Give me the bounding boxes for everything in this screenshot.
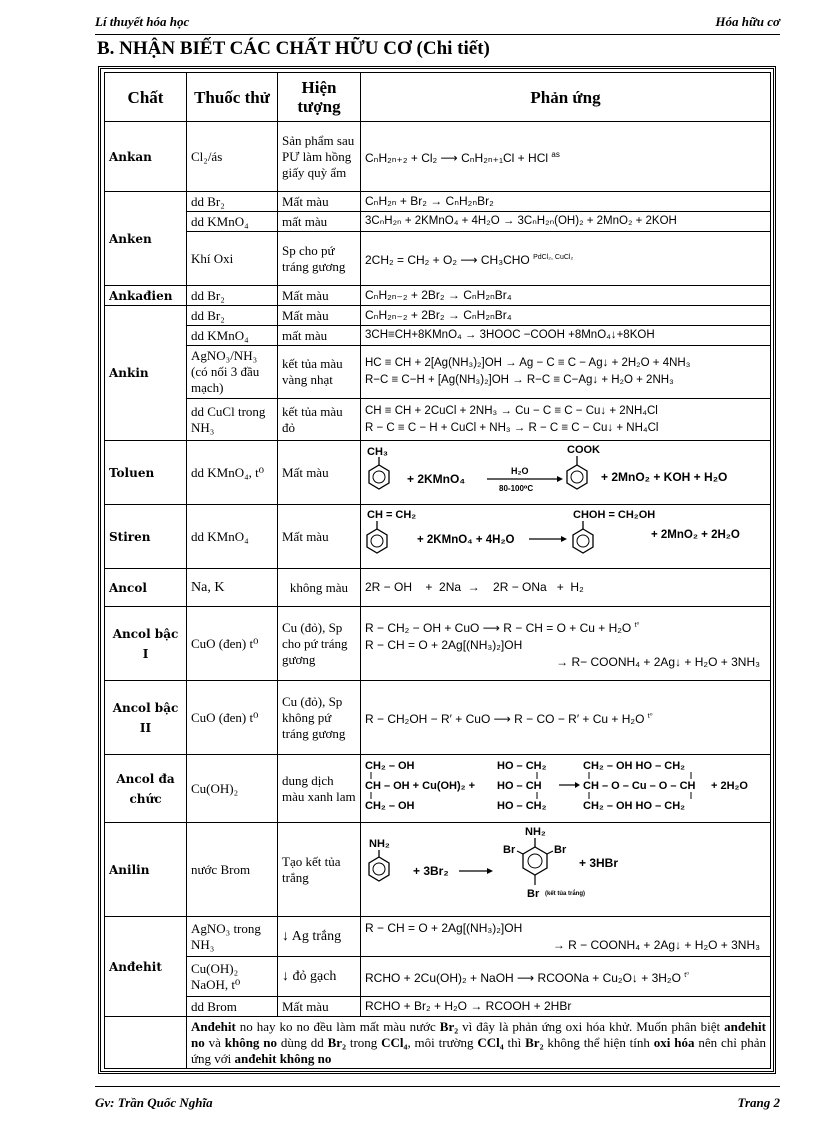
reaction-condition: as: [551, 150, 560, 159]
phenomenon: Mất màu: [278, 505, 361, 569]
benzene-ring-icon: [573, 529, 593, 553]
substituent-label: NH₂: [369, 838, 390, 850]
reagent: dd Brom: [187, 997, 278, 1017]
substance-name: Stiren: [105, 505, 187, 569]
reaction-equation: 2CH₂ = CH₂ + O₂ ⟶ CH₃CHO: [365, 252, 530, 267]
reagent: Cu(OH)₂: [187, 755, 278, 823]
toluene-oxidation-diagram: [361, 441, 761, 499]
reagent: dd KMnO₄: [187, 505, 278, 569]
formula-line: HO – CH₂: [497, 800, 547, 812]
empty-cell: [105, 1017, 187, 1069]
reagent: Cu(OH)₂ NaOH, t⁰: [187, 957, 278, 997]
substance-name: Ancol bậc I: [105, 607, 187, 681]
benzene-ring-icon: [567, 465, 587, 489]
reaction-condition: t⁰: [647, 712, 653, 720]
benzene-ring-icon: [369, 857, 389, 881]
table-header-row: [105, 73, 771, 122]
substituent-label: COOK: [567, 444, 600, 456]
table-row: [105, 212, 771, 232]
header-subject: Lí thuyết hóa học: [95, 14, 190, 29]
phenomenon: dung dịch màu xanh lam: [278, 755, 361, 823]
glycerol-complex-diagram: [361, 755, 761, 817]
note-text: no hay ko no đều làm mất màu nước: [235, 1018, 440, 1034]
reaction-line: R − C ≡ C − H + CuCl + NH₃ → R − C ≡ C − Cu↓ + NH₄Cl: [365, 421, 659, 434]
formula-line: CH₂ – OH HO – CH₂: [583, 760, 686, 772]
phenomenon: Mất màu: [278, 997, 361, 1017]
reagent-term: + 3Br₂: [413, 864, 449, 878]
note-term: Br₂: [327, 1034, 346, 1050]
table-row: [105, 326, 771, 346]
reaction-line: CH ≡ CH + 2CuCl + 2NH₃ → Cu − C ≡ C − Cu↓ + 2NH₄Cl: [365, 404, 658, 417]
benzene-ring-icon: [523, 847, 547, 875]
reaction-line: R−C ≡ C−H + [Ag(NH₃)₂]OH → R−C ≡ C−Ag↓ + H₂O + 2NH₃: [365, 374, 674, 386]
product-terms: + 2MnO₂ + KOH + H₂O: [601, 470, 728, 484]
reagent-term: + 2KMnO₄ + 4H₂O: [417, 534, 515, 546]
phenomenon: ↓ đỏ gạch: [278, 957, 361, 997]
phenomenon: kết tủa màu vàng nhạt: [278, 346, 361, 399]
substituent-label: CH = CH₂: [367, 509, 417, 521]
phenomenon: mất màu: [278, 326, 361, 346]
benzene-ring-icon: [367, 529, 387, 553]
phenomenon: Tạo kết tủa trắng: [278, 823, 361, 917]
substituent-label: Br: [503, 844, 516, 856]
table-row: [105, 232, 771, 286]
styrene-oxidation-diagram: [361, 505, 761, 563]
note-term: Br₂: [525, 1034, 544, 1050]
substituent-label: Br: [554, 844, 567, 856]
reagent: dd KMnO₄: [187, 326, 278, 346]
table-row: [105, 681, 771, 755]
note-term: không no: [224, 1034, 278, 1050]
note-text: trong: [345, 1034, 382, 1050]
benzene-ring-icon: [369, 465, 389, 489]
phenomenon: Sản phẩm sau PƯ làm hồng giấy quỳ ẩm: [278, 122, 361, 192]
substance-name: Ankađien: [105, 286, 187, 306]
phenomenon: Mất màu: [278, 306, 361, 326]
formula-line: CH₂ – OH: [365, 760, 415, 772]
reaction-equation: CₙH₂ₙ₊₂ + Cl₂ ⟶ CₙH₂ₙ₊₁Cl + HCl: [365, 151, 549, 165]
col-header-phenomenon: Hiện tượng: [278, 73, 361, 122]
reaction: [361, 681, 771, 755]
reaction: [361, 346, 771, 399]
note-term: CCl₄: [381, 1034, 408, 1050]
col-header-reagent: Thuốc thử: [187, 73, 278, 122]
reaction-equation: R − CH₂ − OH + CuO ⟶ R − CH = O + Cu + H₂O: [365, 620, 632, 635]
substance-name: Ankan: [105, 122, 187, 192]
reaction: CₙH₂ₙ + Br₂ → CₙH₂ₙBr₂: [361, 192, 771, 212]
table-row: [105, 823, 771, 917]
reaction-condition: t⁰: [634, 621, 640, 629]
substance-name: Ancol bậc II: [105, 681, 187, 755]
reaction-condition: PdCl₂, CuCl₂: [533, 253, 574, 261]
reaction-line: → R − COONH₄ + 2Ag↓ + H₂O + 3NH₃: [552, 937, 760, 952]
note-term: Anđehit: [191, 1018, 236, 1034]
reagent: dd KMnO₄, t⁰: [187, 441, 278, 505]
table-row: [105, 286, 771, 306]
page-header: [95, 12, 780, 35]
header-topic: Hóa hữu cơ: [715, 14, 780, 29]
substituent-label: CHOH = CH₂OH: [573, 509, 656, 521]
note-term: anđehit không no: [234, 1050, 332, 1066]
col-header-reaction: Phản ứng: [361, 73, 771, 122]
reagent: dd Br₂: [187, 306, 278, 326]
phenomenon: Mất màu: [278, 441, 361, 505]
substance-name: Ankin: [105, 306, 187, 441]
substance-name: Ancol đa chức: [105, 755, 187, 823]
note-term: anđehit no: [191, 1018, 766, 1050]
table-row: [105, 441, 771, 505]
table-row: [105, 755, 771, 823]
reagent-table: [104, 72, 771, 1069]
note-text: , môi trường: [407, 1034, 478, 1050]
table-row: [105, 957, 771, 997]
reaction-equation: RCHO + 2Cu(OH)₂ + NaOH ⟶ RCOONa + Cu₂O↓ + 3H₂O: [365, 970, 681, 985]
table-row: [105, 607, 771, 681]
footer-page-number: Trang 2: [737, 1095, 780, 1110]
table-row: [105, 997, 771, 1017]
reagent: CuO (đen) t⁰: [187, 607, 278, 681]
note-term: oxi hóa: [653, 1034, 695, 1050]
table-row: [105, 122, 771, 192]
reaction: 2R − OH + 2Na → 2R − ONa + H₂: [361, 569, 771, 607]
reaction: 3CH≡CH+8KMnO₄ → 3HOOC −COOH +8MnO₄↓+8KOH: [361, 326, 771, 346]
formula-line: HO – CH₂: [497, 760, 547, 772]
substance-name: Toluen: [105, 441, 187, 505]
note-text: thì: [503, 1034, 526, 1050]
product-terms: + 2MnO₂ + 2H₂O: [651, 529, 740, 541]
phenomenon: mất màu: [278, 212, 361, 232]
reaction: 3CₙH₂ₙ + 2KMnO₄ + 4H₂O → 3CₙH₂ₙ(OH)₂ + 2MnO₂ + 2KOH: [361, 212, 771, 232]
phenomenon: kết tủa màu đỏ: [278, 399, 361, 441]
note-text: không thể hiện tính: [543, 1034, 654, 1050]
reagent: dd KMnO₄: [187, 212, 278, 232]
formula-line: CH₂ – OH HO – CH₂: [583, 800, 686, 812]
reaction: [361, 399, 771, 441]
formula-line: CH – OH + Cu(OH)₂ +: [365, 780, 476, 792]
reagent: AgNO₃ trong NH₃: [187, 917, 278, 957]
reagent-term: + 2KMnO₄: [407, 472, 466, 486]
reaction-line: → R− COONH₄ + 2Ag↓ + H₂O + 3NH₃: [556, 654, 760, 669]
phenomenon: ↓ Ag trắng: [278, 917, 361, 957]
phenomenon: Cu (đỏ), Sp không pứ tráng gương: [278, 681, 361, 755]
reagent: dd Br₂: [187, 286, 278, 306]
reaction-line: R − CH = O + 2Ag[(NH₃)₂]OH: [365, 637, 523, 652]
table-row: [105, 306, 771, 326]
formula-line: HO – CH: [497, 780, 542, 792]
phenomenon: Cu (đỏ), Sp cho pứ tráng gương: [278, 607, 361, 681]
reaction: [361, 122, 771, 192]
phenomenon: không màu: [278, 569, 361, 607]
substance-name: Anilin: [105, 823, 187, 917]
note-text: nên chỉ phản ứng với: [191, 1034, 767, 1066]
reagent: AgNO₃/NH₃ (có nối 3 đầu mạch): [187, 346, 278, 399]
table-row: [105, 569, 771, 607]
reaction: [361, 755, 771, 823]
note-term: CCl₄: [477, 1034, 504, 1050]
condition-bottom: 80-100⁰C: [499, 484, 534, 493]
reagent: nước Brom: [187, 823, 278, 917]
reaction-equation: R − CH₂OH − R′ + CuO ⟶ R − CO − R′ + Cu + H₂O: [365, 711, 645, 726]
reaction: [361, 505, 771, 569]
substituent-label: NH₂: [525, 826, 546, 838]
phenomenon: Mất màu: [278, 192, 361, 212]
formula-line: CH₂ – OH: [365, 800, 415, 812]
footer-teacher: Gv: Trần Quốc Nghĩa: [95, 1095, 213, 1110]
substance-name: Ancol: [105, 569, 187, 607]
reaction: [361, 823, 771, 917]
reaction-condition: t⁰: [684, 971, 690, 979]
reagent: Cl₂/ás: [187, 122, 278, 192]
phenomenon: Sp cho pứ tráng gương: [278, 232, 361, 286]
substituent-label: CH₃: [367, 446, 388, 458]
reaction-line: [365, 617, 766, 637]
reaction: [361, 232, 771, 286]
reagent: dd CuCl trong NH₃: [187, 399, 278, 441]
table-row: [105, 917, 771, 957]
phenomenon: Mất màu: [278, 286, 361, 306]
table-row: [105, 505, 771, 569]
product-terms: + 3HBr: [579, 856, 619, 870]
note-text: và: [204, 1034, 225, 1050]
condition-top: H₂O: [511, 466, 529, 476]
reaction: CₙH₂ₙ₋₂ + 2Br₂ → CₙH₂ₙBr₄: [361, 286, 771, 306]
page-footer: [95, 1086, 780, 1113]
page-title: B. NHẬN BIẾT CÁC CHẤT HỮU CƠ (Chi tiết): [97, 38, 490, 59]
product-terms: + 2H₂O: [711, 780, 748, 792]
substituent-label: Br: [527, 888, 540, 900]
note-text: dùng dd: [277, 1034, 328, 1050]
aniline-bromination-diagram: [361, 823, 761, 911]
aldehyde-note: [187, 1017, 771, 1069]
note-text: vì đây là phản ứng oxi hóa khử. Muốn phân biệt: [458, 1018, 725, 1034]
reagent: Khí Oxi: [187, 232, 278, 286]
reaction: [361, 607, 771, 681]
substance-name: Anken: [105, 192, 187, 286]
precipitate-note: (kết tủa trắng): [545, 891, 586, 897]
note-term: Br₂: [439, 1018, 459, 1034]
reaction-line: R − CH = O + 2Ag[(NH₃)₂]OH: [365, 920, 523, 935]
reaction: CₙH₂ₙ₋₂ + 2Br₂ → CₙH₂ₙBr₄: [361, 306, 771, 326]
formula-line: CH – O – Cu – O – CH: [583, 780, 696, 792]
substance-name: Anđehit: [105, 917, 187, 1017]
reagent: CuO (đen) t⁰: [187, 681, 278, 755]
table-row: [105, 399, 771, 441]
col-header-substance: Chất: [105, 73, 187, 122]
reaction-line: HC ≡ CH + 2[Ag(NH₃)₂]OH → Ag − C ≡ C − Ag↓ + 2H₂O + 4NH₃: [365, 357, 691, 369]
reaction: [361, 917, 771, 957]
table-row: [105, 346, 771, 399]
reaction: RCHO + Br₂ + H₂O → RCOOH + 2HBr: [361, 997, 771, 1017]
reagent: dd Br₂: [187, 192, 278, 212]
reagent: Na, K: [187, 569, 278, 607]
reaction: [361, 957, 771, 997]
table-row: [105, 192, 771, 212]
reaction: [361, 441, 771, 505]
table-row: [105, 1017, 771, 1069]
